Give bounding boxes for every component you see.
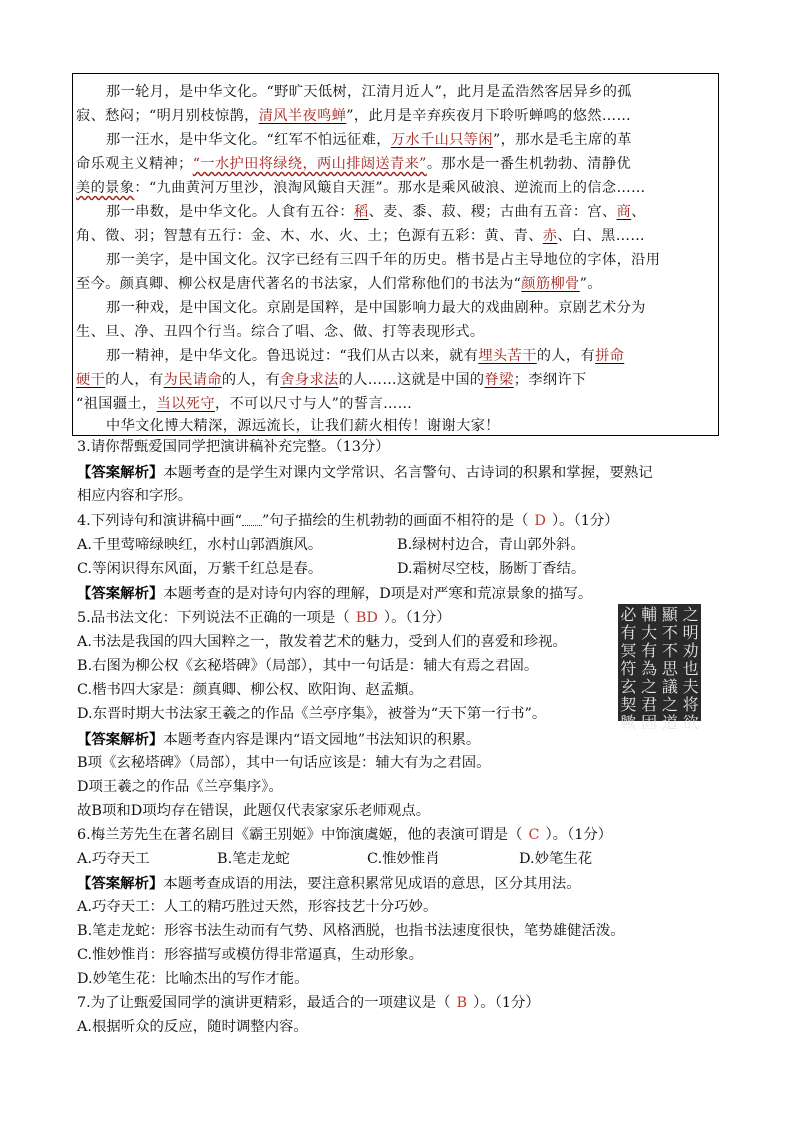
- calligraphy-char: 大: [641, 623, 658, 642]
- calligraphy-char: 玄: [620, 677, 637, 696]
- answer: D: [534, 513, 546, 529]
- calligraphy-char: 冥: [620, 641, 637, 660]
- calligraphy-image: [618, 604, 701, 732]
- calligraphy-char: 必: [620, 605, 637, 624]
- calligraphy-column: [618, 604, 639, 732]
- calligraphy-char: 契: [620, 695, 637, 714]
- fill-answer: 脊梁: [484, 372, 514, 388]
- option-b: B.笔走龙蛇: [217, 851, 290, 867]
- analysis: B.笔走龙蛇：形容书法生动而有气势、风格洒脱，也指书法速度很快，笔势雄健活泼。: [77, 923, 625, 939]
- wavy-underline-text: 美的景象: [76, 180, 135, 196]
- answer: B: [456, 995, 468, 1011]
- calligraphy-column: [680, 604, 701, 732]
- option-a: A.巧夺天工: [77, 851, 150, 867]
- calligraphy-char: 有: [620, 623, 637, 642]
- question-6: 6.梅兰芳先生在著名剧目《霸王别姬》中饰演虞姬，他的表演可谓是（ C ）。（1分）: [77, 827, 613, 843]
- speech-line: 那一汪水，是中华文化。“红军不怕远征难，万水千山只等闲”，那水是毛主席的革: [106, 132, 632, 148]
- calligraphy-char: 明: [682, 623, 699, 642]
- calligraphy-column: [660, 604, 681, 732]
- wavy-line-icon: [242, 517, 262, 526]
- calligraphy-char: 将: [682, 695, 699, 714]
- options-row: [77, 534, 717, 557]
- calligraphy-char: 之: [682, 605, 699, 624]
- wavy-underline-text: “一水护田将绿绕，两山排闼送青来”: [192, 156, 427, 172]
- analysis: 故B项和D项均存在错误，此题仅代表家家乐老师观点。: [77, 803, 431, 819]
- fill-answer: 商: [616, 204, 632, 220]
- question-5: 5.品书法文化：下列说法不正确的一项是（ BD ）。（1分）: [77, 610, 451, 626]
- options-row: [77, 558, 717, 581]
- calligraphy-char: 歟: [620, 713, 637, 732]
- fill-answer: 当以死守: [156, 396, 215, 412]
- answer: BD: [355, 610, 378, 626]
- option-a: A.书法是我国的四大国粹之一，散发着艺术的魅力，受到人们的喜爱和珍视。: [77, 634, 567, 650]
- speech-line: 至今。颜真卿、柳公权是唐代著名的书法家，人们常称他们的书法为“颜筋柳骨”。: [76, 276, 602, 292]
- option-a: A.根据听众的反应，随时调整内容。: [77, 1019, 308, 1035]
- fill-answer: 舍身求法: [280, 372, 339, 388]
- calligraphy-char: 不: [661, 623, 678, 642]
- question-7: 7.为了让甄爱国同学的演讲更精彩，最适合的一项建议是（ B ）。（1分）: [77, 995, 540, 1011]
- calligraphy-char: 思: [661, 659, 678, 678]
- speech-line: 美的景象：“九曲黄河万里沙，浪淘风簸自天涯”。那水是乘风破浪、逆流而上的信念……: [76, 180, 646, 196]
- question-4: 4.下列诗句和演讲稿中画“ ”句子描绘的生机勃勃的画面不相符的是（ D ）。（1分）: [77, 513, 619, 529]
- analysis: 【答案解析】本题考查的是对诗句内容的理解，D项是对严寒和荒凉景象的描写。: [77, 585, 593, 602]
- speech-line: 角、徵、羽；智慧有五行：金、木、水、火、土；色源有五彩：黄、青、赤、白、黑……: [76, 228, 645, 244]
- option-d: D.霜树尽空枝，肠断丁香结。: [397, 561, 586, 577]
- fill-answer: 埋头苦干: [478, 348, 537, 364]
- speech-line: 中华文化博大精深，源远流长，让我们薪火相传！谢谢大家！: [106, 418, 500, 434]
- analysis: 相应内容和字形。: [77, 488, 193, 504]
- option-d: D.妙笔生花: [519, 851, 593, 867]
- analysis: A.巧夺天工：人工的精巧胜过天然，形容技艺十分巧妙。: [77, 899, 438, 915]
- calligraphy-char: 固: [641, 713, 658, 732]
- analysis: 【答案解析】本题考查成语的用法，要注意积累常见成语的意思，区分其用法。: [77, 875, 581, 892]
- calligraphy-char: 夫: [682, 677, 699, 696]
- calligraphy-char: 為: [641, 659, 658, 678]
- analysis: D项王羲之的作品《兰亭集序》。: [77, 779, 283, 795]
- speech-line: 硬干的人，有为民请命的人，有舍身求法的人……这就是中国的脊梁；李纲许下: [76, 372, 587, 388]
- calligraphy-char: 議: [661, 677, 678, 696]
- speech-line: 那一精神，是中华文化。鲁迅说过：“我们从古以来，就有埋头苦干的人，有拼命: [106, 348, 625, 364]
- option-d: D.东晋时期大书法家王羲之的作品《兰亭序集》，被誉为“天下第一行书”。: [77, 706, 547, 722]
- calligraphy-char: 輔: [641, 605, 658, 624]
- calligraphy-char: 之: [641, 677, 658, 696]
- speech-line: 那一种戏，是中国文化。京剧是国粹，是中国影响力最大的戏曲剧种。京剧艺术分为: [106, 300, 646, 316]
- fill-answer: 为民请命: [163, 372, 222, 388]
- calligraphy-char: 顯: [661, 605, 678, 624]
- option-b: B.绿树村边合，青山郭外斜。: [397, 537, 585, 553]
- calligraphy-char: 不: [661, 641, 678, 660]
- question-3: 3.请你帮甄爱国同学把演讲稿补充完整。（13分）: [77, 439, 390, 455]
- fill-answer: 硬干: [76, 372, 106, 388]
- speech-line: 那一轮月，是中华文化。“野旷天低树，江清月近人”，此月是孟浩然客居异乡的孤: [106, 84, 632, 100]
- calligraphy-char: 符: [620, 659, 637, 678]
- calligraphy-char: 君: [641, 695, 658, 714]
- fill-answer: 万水千山只等闲: [390, 132, 493, 148]
- speech-line: 寂、愁闷；“明月别枝惊鹊，清风半夜鸣蝉”，此月是辛弃疾夜月下聆听蝉鸣的悠然……: [76, 108, 632, 124]
- calligraphy-column: [639, 604, 660, 732]
- fill-answer: 清风半夜鸣蝉: [258, 108, 347, 124]
- analysis: 【答案解析】本题考查的是学生对课内文学常识、名言警句、古诗词的积累和掌握，要熟记: [77, 464, 653, 481]
- calligraphy-char: 劝: [682, 641, 699, 660]
- fill-answer: 赤: [542, 228, 558, 244]
- calligraphy-char: 欲: [682, 713, 699, 732]
- speech-line: 命乐观主义精神；“一水护田将绿绕，两山排闼送青来”。那水是一番生机勃勃、清静优: [76, 156, 632, 172]
- speech-line: 那一美字，是中国文化。汉字已经有三四千年的历史。楷书是占主导地位的字体，沿用: [106, 252, 661, 268]
- calligraphy-char: 也: [682, 659, 699, 678]
- option-c: C.等闲识得东风面，万紫千红总是春。: [77, 561, 323, 577]
- fill-answer: 稻: [354, 204, 369, 220]
- option-a: A.千里莺啼绿映红，水村山郭酒旗风。: [77, 537, 323, 553]
- speech-line: “祖国疆土，当以死守，不可以尺寸与人”的誓言……: [76, 396, 413, 412]
- option-c: C.惟妙惟肖: [367, 851, 440, 867]
- options-row: [77, 848, 717, 871]
- calligraphy-char: 道: [661, 713, 678, 732]
- analysis: D.妙笔生花：比喻杰出的写作才能。: [77, 971, 309, 987]
- option-b: B.右图为柳公权《玄秘塔碑》（局部），其中一句话是：辅大有焉之君固。: [77, 658, 539, 674]
- answer: C: [528, 827, 540, 843]
- speech-line: 生、旦、净、丑四个行当。综合了唱、念、做、打等表现形式。: [76, 324, 485, 340]
- analysis: B项《玄秘塔碑》（局部），其中一句话应该是：辅大有为之君固。: [77, 755, 491, 771]
- calligraphy-char: 有: [641, 641, 658, 660]
- analysis: C.惟妙惟肖：形容描写或模仿得非常逼真，生动形象。: [77, 947, 424, 963]
- analysis: 【答案解析】本题考查内容是课内“语文园地”书法知识的积累。: [77, 731, 481, 748]
- fill-answer: 颜筋柳骨: [521, 276, 580, 292]
- option-c: C.楷书四大家是：颜真卿、柳公权、欧阳询、赵孟頫。: [77, 682, 424, 698]
- speech-line: 那一串数，是中华文化。人食有五谷：稻、麦、黍、菽、稷；古曲有五音：宫、商、: [106, 204, 646, 220]
- calligraphy-char: 之: [661, 695, 678, 714]
- fill-answer: 拼命: [595, 348, 625, 364]
